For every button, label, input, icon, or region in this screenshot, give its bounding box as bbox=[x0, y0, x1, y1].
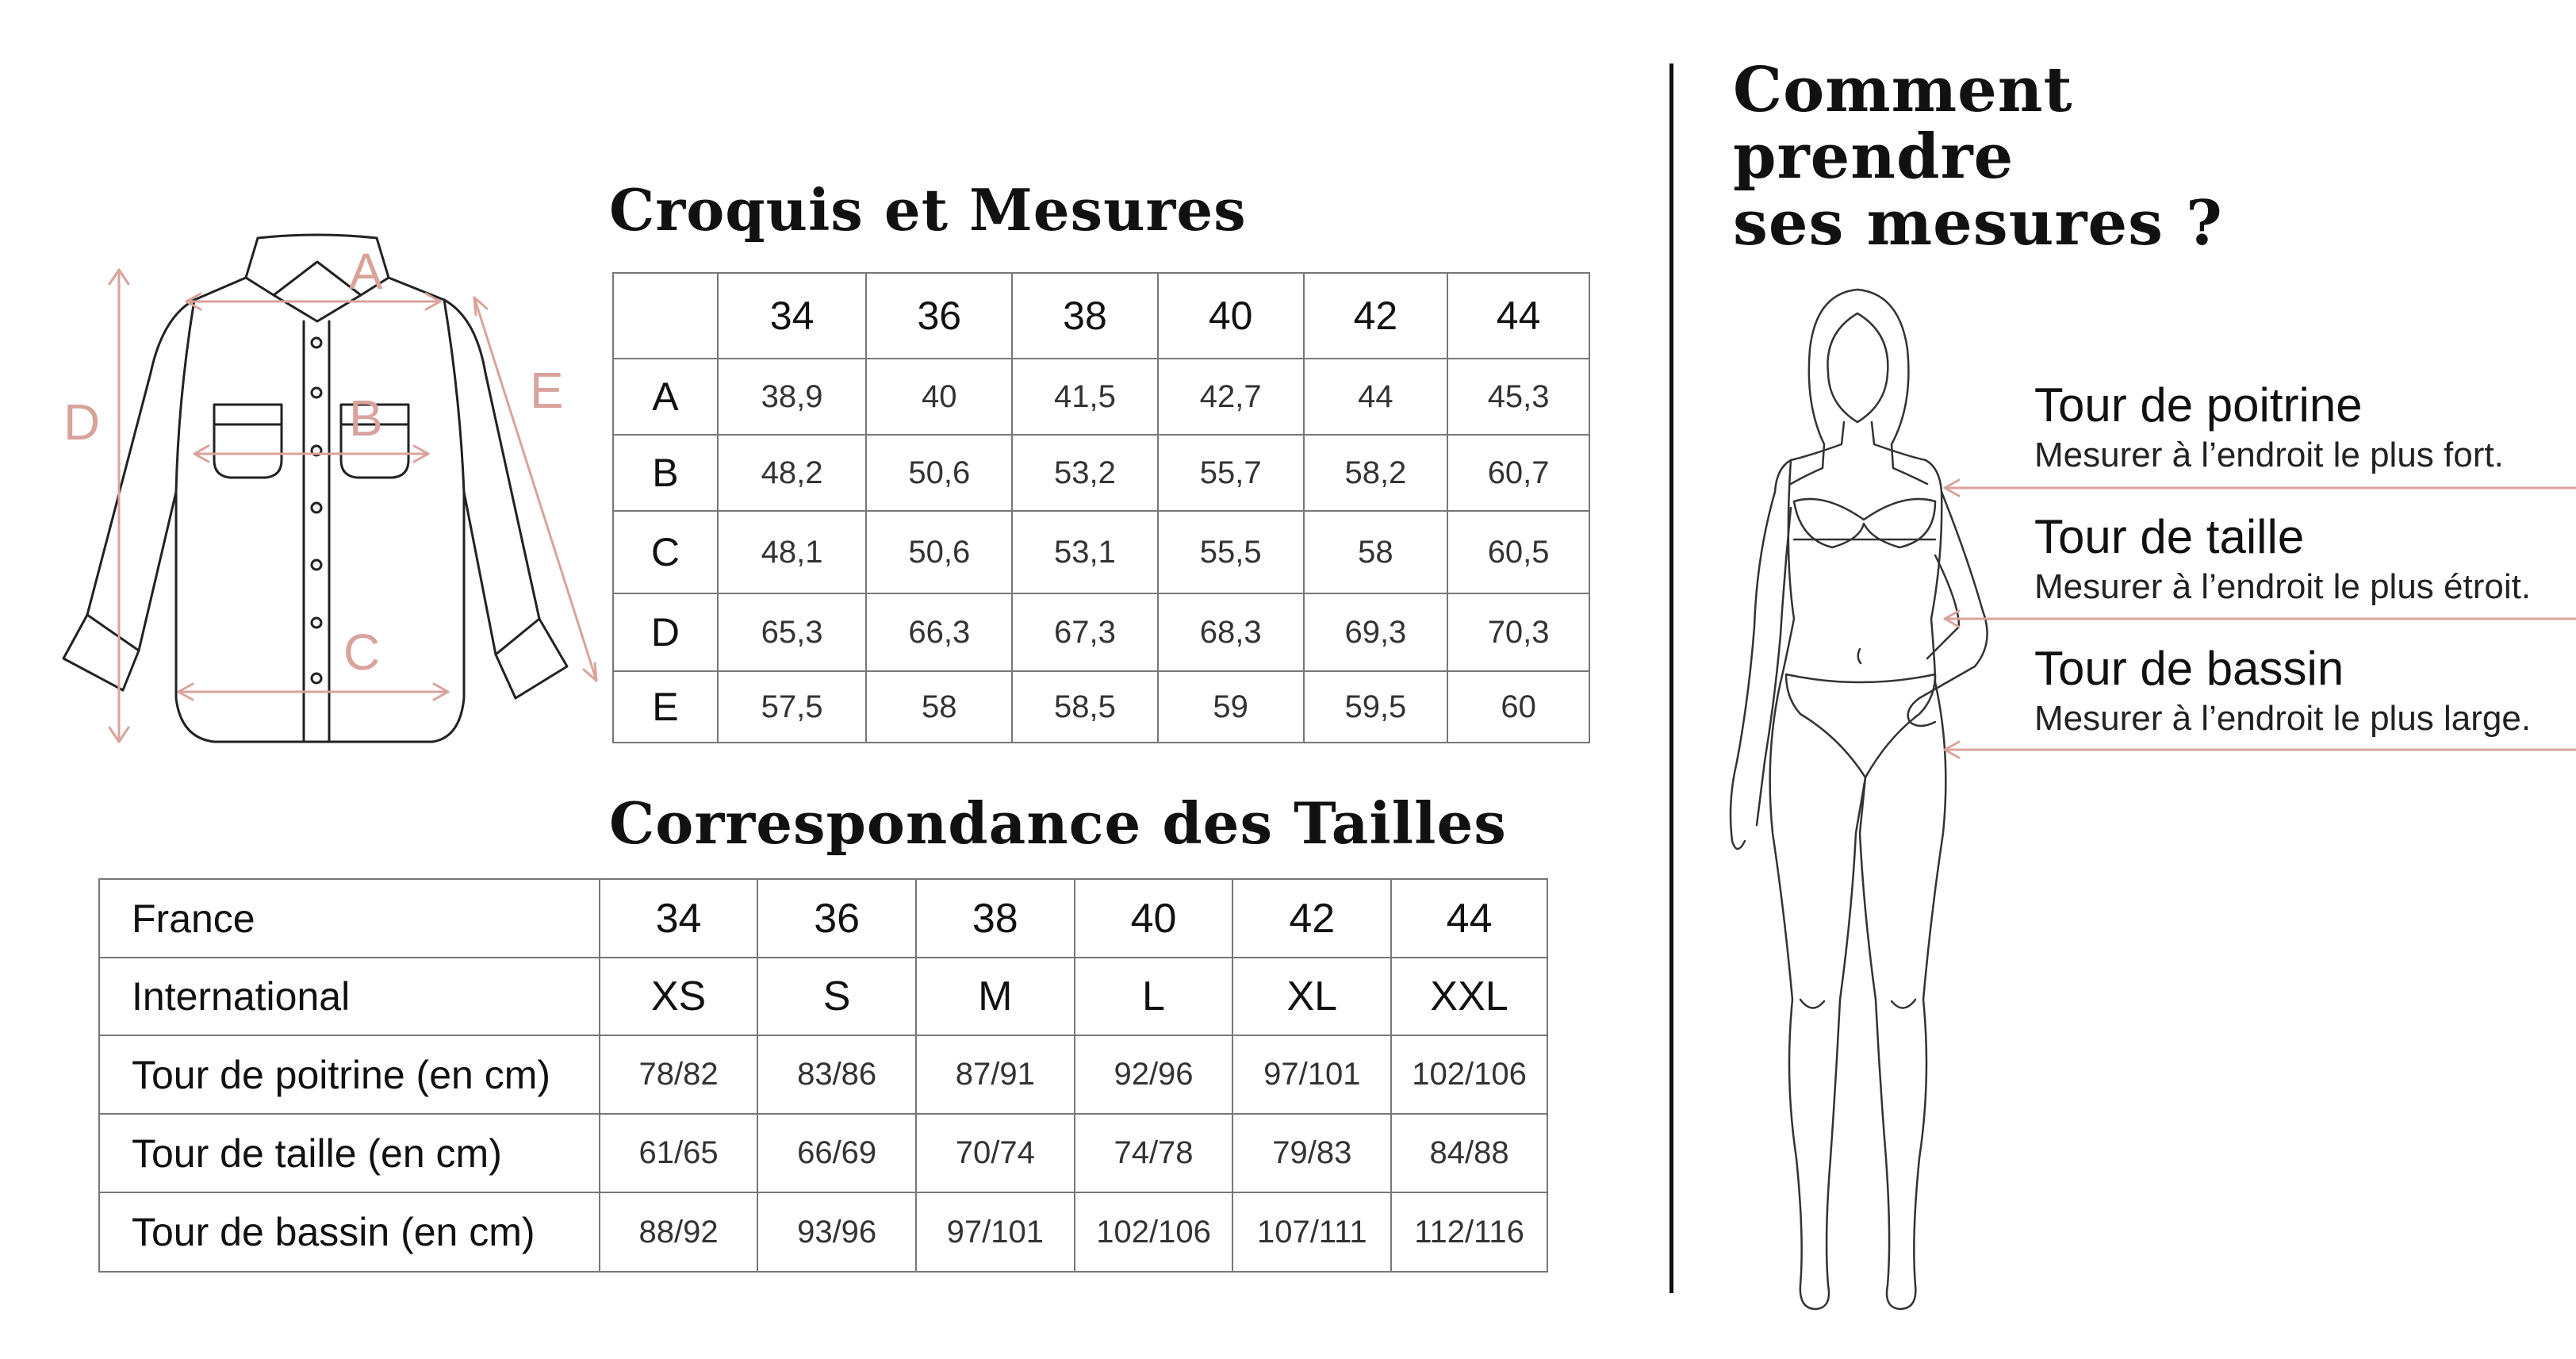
measure-value: 66,3 bbox=[866, 593, 1012, 671]
table-cell: 92/96 bbox=[1075, 1035, 1233, 1114]
measure-item-hips bbox=[2034, 641, 2531, 739]
measure-value: 48,2 bbox=[718, 435, 867, 511]
measure-value: 70,3 bbox=[1447, 593, 1589, 671]
measure-row-label: B bbox=[613, 435, 718, 511]
table-cell: 38 bbox=[916, 879, 1075, 958]
table-row bbox=[99, 958, 1547, 1035]
measure-value: 58,2 bbox=[1304, 435, 1448, 511]
row-label: International bbox=[99, 958, 600, 1035]
correspondence-table bbox=[98, 878, 1548, 1273]
measure-item-desc: Mesurer à l’endroit le plus étroit. bbox=[2034, 567, 2532, 606]
measure-value: 58 bbox=[866, 671, 1012, 743]
table-cell: 36 bbox=[757, 879, 916, 958]
table-cell: 102/106 bbox=[1391, 1035, 1547, 1114]
sketch-label-e: E bbox=[530, 362, 564, 419]
measure-value: 67,3 bbox=[1012, 593, 1158, 671]
table-cell: M bbox=[916, 958, 1075, 1035]
table-cell: XXL bbox=[1391, 958, 1547, 1035]
table-cell: 74/78 bbox=[1075, 1114, 1233, 1192]
how-to-title-line: prendre bbox=[1733, 121, 2014, 193]
measure-value: 44 bbox=[1304, 359, 1448, 435]
measure-value: 57,5 bbox=[718, 671, 867, 743]
measure-value: 55,5 bbox=[1158, 511, 1304, 593]
table-cell: 97/101 bbox=[916, 1192, 1075, 1272]
row-label: Tour de bassin (en cm) bbox=[99, 1192, 600, 1272]
measure-item-title: Tour de taille bbox=[2034, 510, 2305, 563]
measure-value: 48,1 bbox=[718, 511, 867, 593]
table-cell: 88/92 bbox=[600, 1192, 758, 1272]
size-header: 40 bbox=[1158, 273, 1304, 359]
table-row bbox=[99, 879, 1547, 958]
table-row bbox=[99, 1035, 1547, 1114]
table-cell: 34 bbox=[600, 879, 758, 958]
table-cell: 61/65 bbox=[600, 1114, 758, 1192]
measures-corner-cell bbox=[613, 273, 718, 359]
table-cell: 93/96 bbox=[757, 1192, 916, 1272]
measure-value: 50,6 bbox=[866, 511, 1012, 593]
table-row bbox=[613, 511, 1589, 593]
measure-value: 59 bbox=[1158, 671, 1304, 743]
table-cell: 107/111 bbox=[1232, 1192, 1391, 1272]
measure-value: 50,6 bbox=[866, 435, 1012, 511]
measure-value: 41,5 bbox=[1012, 359, 1158, 435]
table-row bbox=[613, 671, 1589, 743]
measure-value: 60,7 bbox=[1447, 435, 1589, 511]
sketch-label-b: B bbox=[349, 390, 383, 447]
table-cell: L bbox=[1075, 958, 1233, 1035]
table-cell: 87/91 bbox=[916, 1035, 1075, 1114]
table-cell: S bbox=[757, 958, 916, 1035]
measure-item-desc: Mesurer à l’endroit le plus fort. bbox=[2034, 436, 2504, 474]
measures-title: Croquis et Mesures bbox=[609, 176, 1247, 244]
table-cell: XS bbox=[600, 958, 758, 1035]
size-header: 42 bbox=[1304, 273, 1448, 359]
measure-value: 53,1 bbox=[1012, 511, 1158, 593]
table-row bbox=[613, 593, 1589, 671]
measure-row-label: D bbox=[613, 593, 718, 671]
table-cell: 112/116 bbox=[1391, 1192, 1547, 1272]
vertical-divider bbox=[1669, 63, 1673, 1293]
measure-row-label: C bbox=[613, 511, 718, 593]
measure-item-title: Tour de bassin bbox=[2034, 642, 2344, 695]
table-cell: 70/74 bbox=[916, 1114, 1075, 1192]
size-header: 38 bbox=[1012, 273, 1158, 359]
table-cell: 40 bbox=[1075, 879, 1233, 958]
measure-item-chest bbox=[2034, 378, 2504, 475]
table-cell: 102/106 bbox=[1075, 1192, 1233, 1272]
sketch-label-d: D bbox=[63, 393, 101, 451]
measure-item-title: Tour de poitrine bbox=[2034, 378, 2363, 432]
how-to-title bbox=[1733, 54, 2223, 259]
measure-value: 58,5 bbox=[1012, 671, 1158, 743]
table-row bbox=[613, 359, 1589, 435]
measure-value: 65,3 bbox=[718, 593, 867, 671]
measure-row-label: A bbox=[613, 359, 718, 435]
size-header: 34 bbox=[718, 273, 867, 359]
table-cell: XL bbox=[1232, 958, 1391, 1035]
table-cell: 44 bbox=[1391, 879, 1547, 958]
how-to-title-line: Comment bbox=[1733, 54, 2073, 126]
measure-row-label: E bbox=[613, 671, 718, 743]
measure-value: 60 bbox=[1447, 671, 1589, 743]
table-cell: 84/88 bbox=[1391, 1114, 1547, 1192]
table-cell: 79/83 bbox=[1232, 1114, 1391, 1192]
table-cell: 42 bbox=[1232, 879, 1391, 958]
measure-value: 69,3 bbox=[1304, 593, 1448, 671]
table-row bbox=[99, 1114, 1547, 1192]
measure-value: 40 bbox=[866, 359, 1012, 435]
sketch-label-c: C bbox=[343, 624, 381, 681]
measure-value: 53,2 bbox=[1012, 435, 1158, 511]
how-to-title-line: ses mesures ? bbox=[1733, 187, 2223, 259]
measure-value: 58 bbox=[1304, 511, 1448, 593]
measure-item-waist bbox=[2034, 509, 2531, 607]
measures-header-row bbox=[613, 273, 1589, 359]
sketch-label-a: A bbox=[349, 243, 383, 300]
table-row bbox=[99, 1192, 1547, 1272]
table-cell: 78/82 bbox=[600, 1035, 758, 1114]
measures-table bbox=[612, 272, 1590, 743]
measure-value: 59,5 bbox=[1304, 671, 1448, 743]
table-cell: 66/69 bbox=[757, 1114, 916, 1192]
measure-value: 55,7 bbox=[1158, 435, 1304, 511]
correspondence-title: Correspondance des Tailles bbox=[609, 789, 1507, 857]
measure-value: 38,9 bbox=[718, 359, 867, 435]
measure-item-desc: Mesurer à l’endroit le plus large. bbox=[2034, 699, 2532, 738]
size-header: 44 bbox=[1447, 273, 1589, 359]
table-cell: 83/86 bbox=[757, 1035, 916, 1114]
row-label: Tour de taille (en cm) bbox=[99, 1114, 600, 1192]
table-row bbox=[613, 435, 1589, 511]
row-label: Tour de poitrine (en cm) bbox=[99, 1035, 600, 1114]
measure-value: 42,7 bbox=[1158, 359, 1304, 435]
measure-value: 60,5 bbox=[1447, 511, 1589, 593]
table-cell: 97/101 bbox=[1232, 1035, 1391, 1114]
row-label: France bbox=[99, 879, 600, 958]
size-header: 36 bbox=[866, 273, 1012, 359]
measure-value: 45,3 bbox=[1447, 359, 1589, 435]
measure-value: 68,3 bbox=[1158, 593, 1304, 671]
